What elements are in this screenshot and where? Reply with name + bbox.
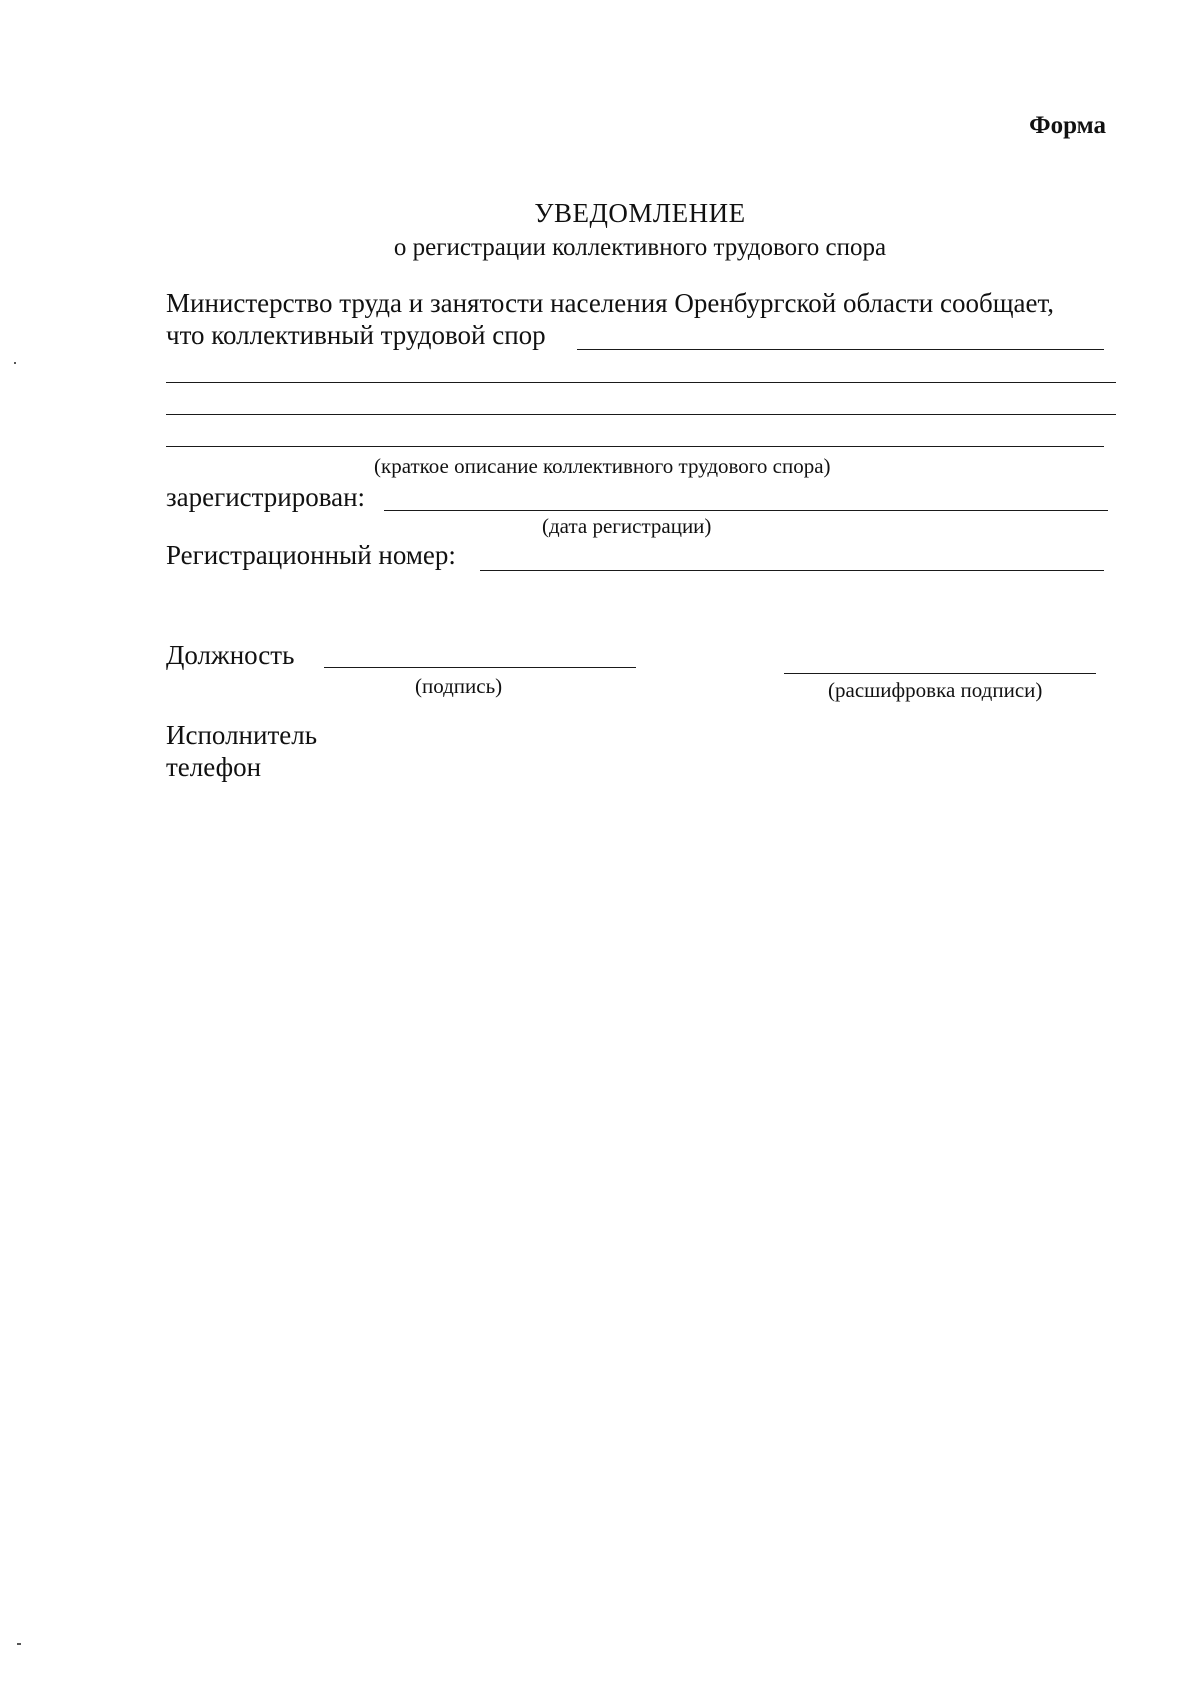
signature-decoding-field[interactable] [784,673,1096,674]
date-caption: (дата регистрации) [542,514,712,538]
scan-dot [17,1643,21,1645]
description-caption: (краткое описание коллективного трудового спора) [374,454,831,478]
phone-label: телефон [166,752,262,782]
signature-field[interactable] [324,667,636,668]
intro-line-1: Министерство труда и занятости населения Оренбургской области сообщает, [166,288,1054,318]
dispute-description-line-3[interactable] [166,414,1116,415]
dispute-description-field[interactable] [577,349,1104,350]
reg-number-label: Регистрационный номер: [166,540,456,570]
decoding-caption: (расшифровка подписи) [828,678,1043,702]
intro-line-2: что коллективный трудовой спор [166,320,546,350]
executor-label: Исполнитель [166,720,318,750]
dispute-description-line-2[interactable] [166,382,1116,383]
reg-number-field[interactable] [480,570,1104,571]
signature-caption: (подпись) [415,674,503,698]
form-label: Форма [1029,112,1106,139]
document-title: УВЕДОМЛЕНИЕ [534,198,746,228]
registered-label: зарегистрирован: [166,482,366,512]
document-subtitle: о регистрации коллективного трудового спора [393,234,887,261]
position-label: Должность [166,640,295,670]
dispute-description-line-4[interactable] [166,446,1104,447]
registration-date-field[interactable] [384,510,1108,511]
scan-dot [14,362,16,364]
